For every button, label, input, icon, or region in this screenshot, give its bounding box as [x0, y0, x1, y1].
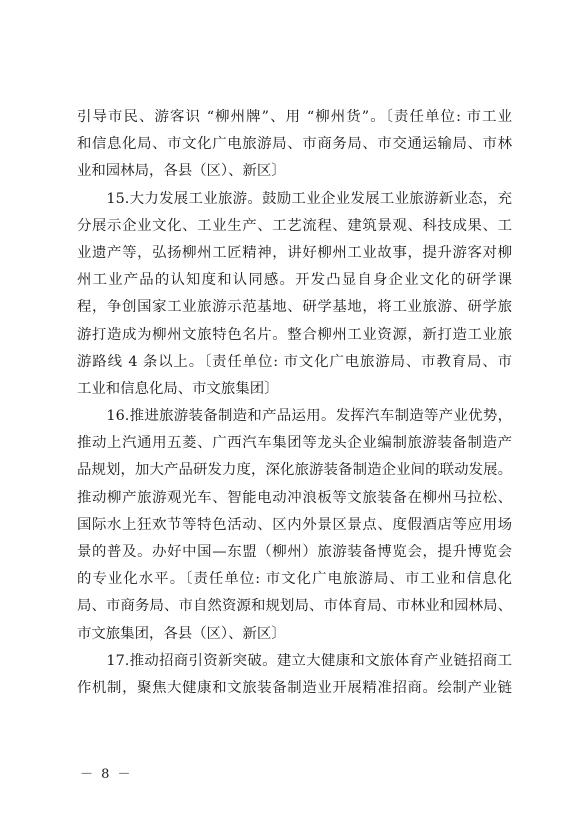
text-line: 游路线 4 条以上。〔责任单位: 市文化广电旅游局、市教育局、市 — [77, 353, 512, 370]
text-line: 工业和信息化局、市文旅集团〕 — [77, 380, 279, 397]
text-line: 程，争创国家工业旅游示范基地、研学基地，将工业旅游、研学旅 — [77, 299, 512, 316]
text-line: 和信息化局、市文化广电旅游局、市商务局、市交通运输局、市林 — [77, 136, 512, 153]
text-line: 的专业化水平。〔责任单位: 市文化广电旅游局、市工业和信息化 — [77, 571, 512, 588]
text-line: 推动柳产旅游观光车、智能电动冲浪板等文旅装备在柳州马拉松、 — [77, 489, 512, 506]
text-line: 游打造成为柳州文旅特色名片。整合柳州工业资源，新打造工业旅 — [77, 326, 512, 343]
text-line: 引导市民、游客识 “柳州牌”、用 “柳州货”。〔责任单位: 市工业 — [77, 109, 512, 125]
text-line: 市文旅集团，各县（区）、新区〕 — [77, 625, 286, 642]
text-line: 17.推动招商引资新突破。建立大健康和文旅体育产业链招商工 — [77, 652, 512, 669]
text-line: 品规划，加大产品研发力度，深化旅游装备制造企业间的联动发展。 — [77, 462, 512, 479]
text-line: 16.推进旅游装备制造和产品运用。发挥汽车制造等产业优势， — [77, 408, 512, 425]
text-line: 15.大力发展工业旅游。鼓励工业企业发展工业旅游新业态，充 — [77, 190, 512, 207]
page-number: － 8 － — [80, 767, 133, 782]
body-text — [77, 104, 512, 702]
text-line: 景的普及。办好中国—东盟（柳州）旅游装备博览会，提升博览会 — [77, 544, 512, 560]
text-line: 业和园林局，各县（区）、新区〕 — [77, 163, 286, 180]
text-line: 推动上汽通用五菱、广西汽车集团等龙头企业编制旅游装备制造产 — [77, 435, 512, 452]
text-line: 作机制，聚焦大健康和文旅装备制造业开展精准招商。绘制产业链 — [77, 679, 512, 696]
text-line: 分展示企业文化、工业生产、工艺流程、建筑景观、科技成果、工 — [77, 217, 512, 234]
text-line: 国际水上狂欢节等特色活动、区内外景区景点、度假酒店等应用场 — [77, 516, 512, 533]
text-line: 州工业产品的认知度和认同感。开发凸显自身企业文化的研学课 — [77, 272, 512, 289]
text-line: 业遗产等，弘扬柳州工匠精神，讲好柳州工业故事，提升游客对柳 — [77, 244, 512, 261]
text-line: 局、市商务局、市自然资源和规划局、市体育局、市林业和园林局、 — [77, 598, 512, 615]
